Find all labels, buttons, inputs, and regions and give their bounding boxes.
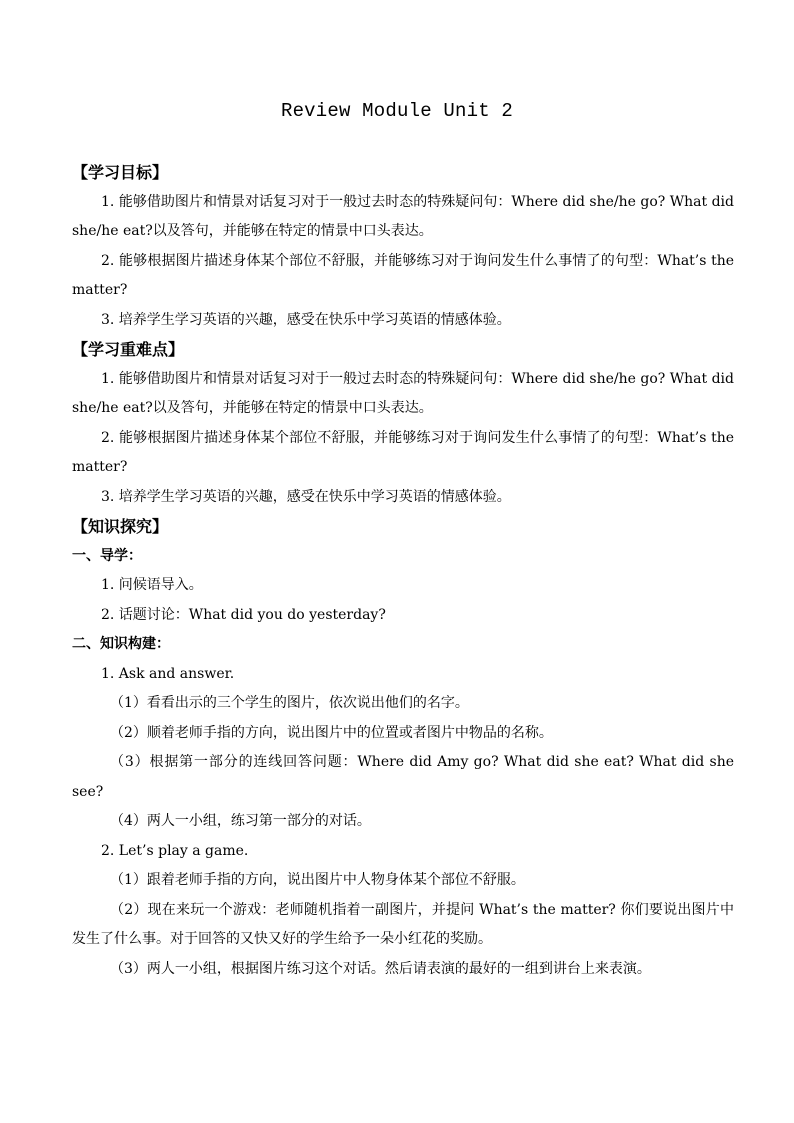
build-item: （2）现在来玩一个游戏：老师随机指着一副图片，并提问 What’s the matter? 你们要说出图片中发生了什么事。对于回答的又快又好的学生给予一朵小红花的奖励。 — [72, 901, 734, 947]
document-title: Review Module Unit 2 — [280, 100, 514, 122]
build-item: 2. Let’s play a game. — [101, 842, 249, 859]
goal-item: 1. 能够借助图片和情景对话复习对于一般过去时态的特殊疑问句：Where did she/he go? What did she/he eat?以及答句，并能够在特定的情景中口头表达。 — [72, 193, 734, 239]
build-item: （3）根据第一部分的连线回答问题：Where did Amy go? What did she eat? What did she see? — [72, 754, 734, 800]
goal-item: 2. 能够根据图片描述身体某个部位不舒服，并能够练习对于询问发生什么事情了的句型：What’s the matter? — [72, 252, 734, 298]
subsection-heading-build: 二、知识构建： — [72, 636, 170, 652]
guide-item: 2. 话题讨论：What did you do yesterday? — [101, 606, 386, 623]
build-item: （1）看看出示的三个学生的图片，依次说出他们的名字。 — [110, 695, 469, 711]
build-item: （4）两人一小组，练习第一部分的对话。 — [110, 813, 371, 829]
goal-item: 3. 培养学生学习英语的兴趣，感受在快乐中学习英语的情感体验。 — [101, 311, 511, 328]
section-heading-goals: 【学习目标】 — [72, 163, 169, 182]
build-item: （1）跟着老师手指的方向，说出图片中人物身体某个部位不舒服。 — [110, 872, 525, 888]
guide-item: 1. 问候语导入。 — [101, 577, 203, 593]
key-point-item: 3. 培养学生学习英语的兴趣，感受在快乐中学习英语的情感体验。 — [101, 488, 511, 505]
document-body — [72, 158, 734, 984]
subsection-heading-guide: 一、导学： — [72, 547, 142, 564]
build-item: 1. Ask and answer. — [101, 665, 235, 682]
section-heading-explore: 【知识探究】 — [72, 517, 169, 536]
key-point-item: 1. 能够借助图片和情景对话复习对于一般过去时态的特殊疑问句：Where did she/he go? What did she/he eat?以及答句，并能够在特定的情景中口头表达。 — [72, 370, 734, 416]
build-item: （2）顺着老师手指的方向，说出图片中的位置或者图片中物品的名称。 — [110, 724, 553, 741]
section-heading-key-points: 【学习重难点】 — [72, 340, 185, 359]
key-point-item: 2. 能够根据图片描述身体某个部位不舒服，并能够练习对于询问发生什么事情了的句型：What’s the matter? — [72, 429, 734, 475]
build-item: （3）两人一小组，根据图片练习这个对话。然后请表演的最好的一组到讲台上来表演。 — [110, 960, 651, 977]
